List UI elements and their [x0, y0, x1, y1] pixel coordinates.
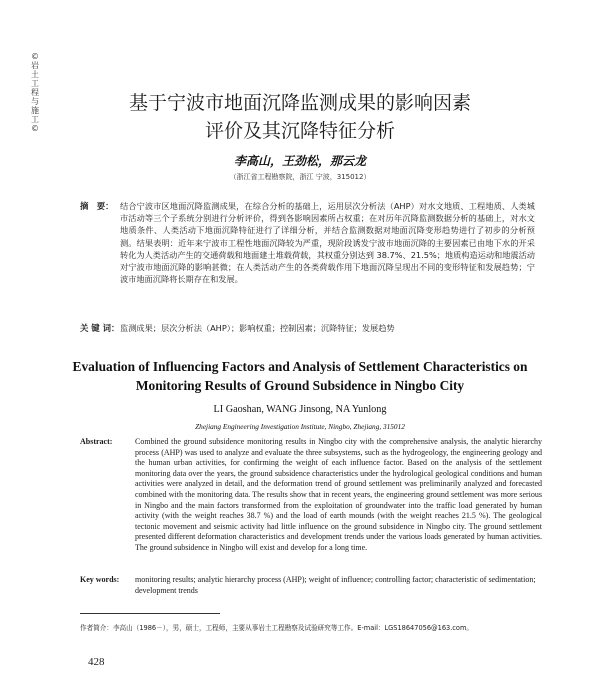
affiliation-en: Zhejiang Engineering Investigation Institute, Ningbo, Zhejiang, 315012 — [195, 422, 405, 431]
keywords-cn — [80, 322, 535, 334]
abstract-cn-text: 结合宁波市区地面沉降监测成果，在综合分析的基础上，运用层次分析法（AHP）对水文地质、工程地质、人类城市活动等三个子系统分别进行分析评价，得到各影响因素所占权重；在对历年沉降监测数据分析的基础上，对水文地质条件、人类活动下地面沉降特征进行了详细分析，并结合监测数据对地面沉降变形趋势进行了初步的分析预测。结果表明：近年来宁波市工程性地面沉降较为严重，现阶段诱发宁波市地面沉降的主要因素已由地下水的开采转化为人类活动产生的交通荷载和地面建土堆载荷载，其权重分别达到 38.7%、21.5%；地质构造运动和地震活动对宁波市地面沉降的影响甚微；在人类活动产生的各类荷载作用下地面沉降呈现出不同的变形特征和发展趋势；宁波市地面沉降将长期存在和发展。 — [120, 201, 535, 285]
abstract-cn-label: 摘 要： — [80, 201, 114, 211]
keywords-en-text: monitoring results; analytic hierarchy process (AHP); weight of influence; controlling factor; characteristic of sedimentation; development trends — [135, 575, 536, 595]
authors-cn: 李高山，王劲松，那云龙 — [233, 154, 366, 168]
keywords-en-label: Key words: — [80, 575, 120, 584]
keywords-en — [80, 575, 542, 596]
title-en-line2: Monitoring Results of Ground Subsidence in Ningbo City — [135, 378, 465, 393]
keywords-cn-label: 关 键 词： — [80, 323, 120, 333]
title-cn-line1: 基于宁波市地面沉降监测成果的影响因素 — [128, 92, 471, 114]
page-number: 428 — [88, 656, 105, 668]
title-cn-line2: 评价及其沉降特征分析 — [204, 120, 395, 142]
affiliation-cn: （浙江省工程勘察院，浙江 宁波，315012） — [229, 173, 371, 181]
abstract-en-text: Combined the ground subsidence monitoring results in Ningbo city with the comprehensive analysis, the analytic hierarchy process (AHP) was used to analyze and evaluate the three subsystems, such as the hydrogeology, the engineering geology and the human urban activities, for confirming the weight of each influence factor. Based on the analysis of the settlement monitoring data over the years, the ground subsidence characteristics under the hydrological geological conditions and human activities were analyzed in detail, and the deformation trend of ground settlement was preliminarily analyzed and forecasted combined with the monitoring data. The results show that in recent years, the engineering ground settlement was more serious in Ningbo and the main factors transformed from the exploitation of groundwater into the traffic load generated by human activity (with the weight reaches 38.7 %) and the load of earth mounds (with the weight reaches 21.5 %). The geological tectonic movement and seismic activity had little influence on the ground subsidence in Ningbo city. The ground settlement presented different deformation characteristics and development trends under the various loads generated by human activities. The ground subsidence in Ningbo will exist and develop for a long time. — [135, 437, 542, 552]
authors-en: LI Gaoshan, WANG Jinsong, NA Yunlong — [213, 404, 387, 415]
abstract-en-label: Abstract: — [80, 437, 113, 446]
abstract-en — [80, 437, 542, 554]
abstract-cn — [80, 200, 535, 285]
journal-side-mark: © 岩 土 工 程 与 施 工 © — [31, 52, 39, 133]
author-footnote: 作者简介：李高山（1986－），男，硕士，工程师，主要从事岩土工程勘察及试验研究等工作。E-mail：LGS18647056@163.com。 — [80, 624, 473, 632]
title-en-line1: Evaluation of Influencing Factors and Analysis of Settlement Characteristics on — [72, 359, 528, 374]
footnote-divider — [80, 613, 220, 614]
keywords-cn-text: 监测成果；层次分析法（AHP）；影响权重；控制因素；沉降特征；发展趋势 — [120, 323, 395, 333]
